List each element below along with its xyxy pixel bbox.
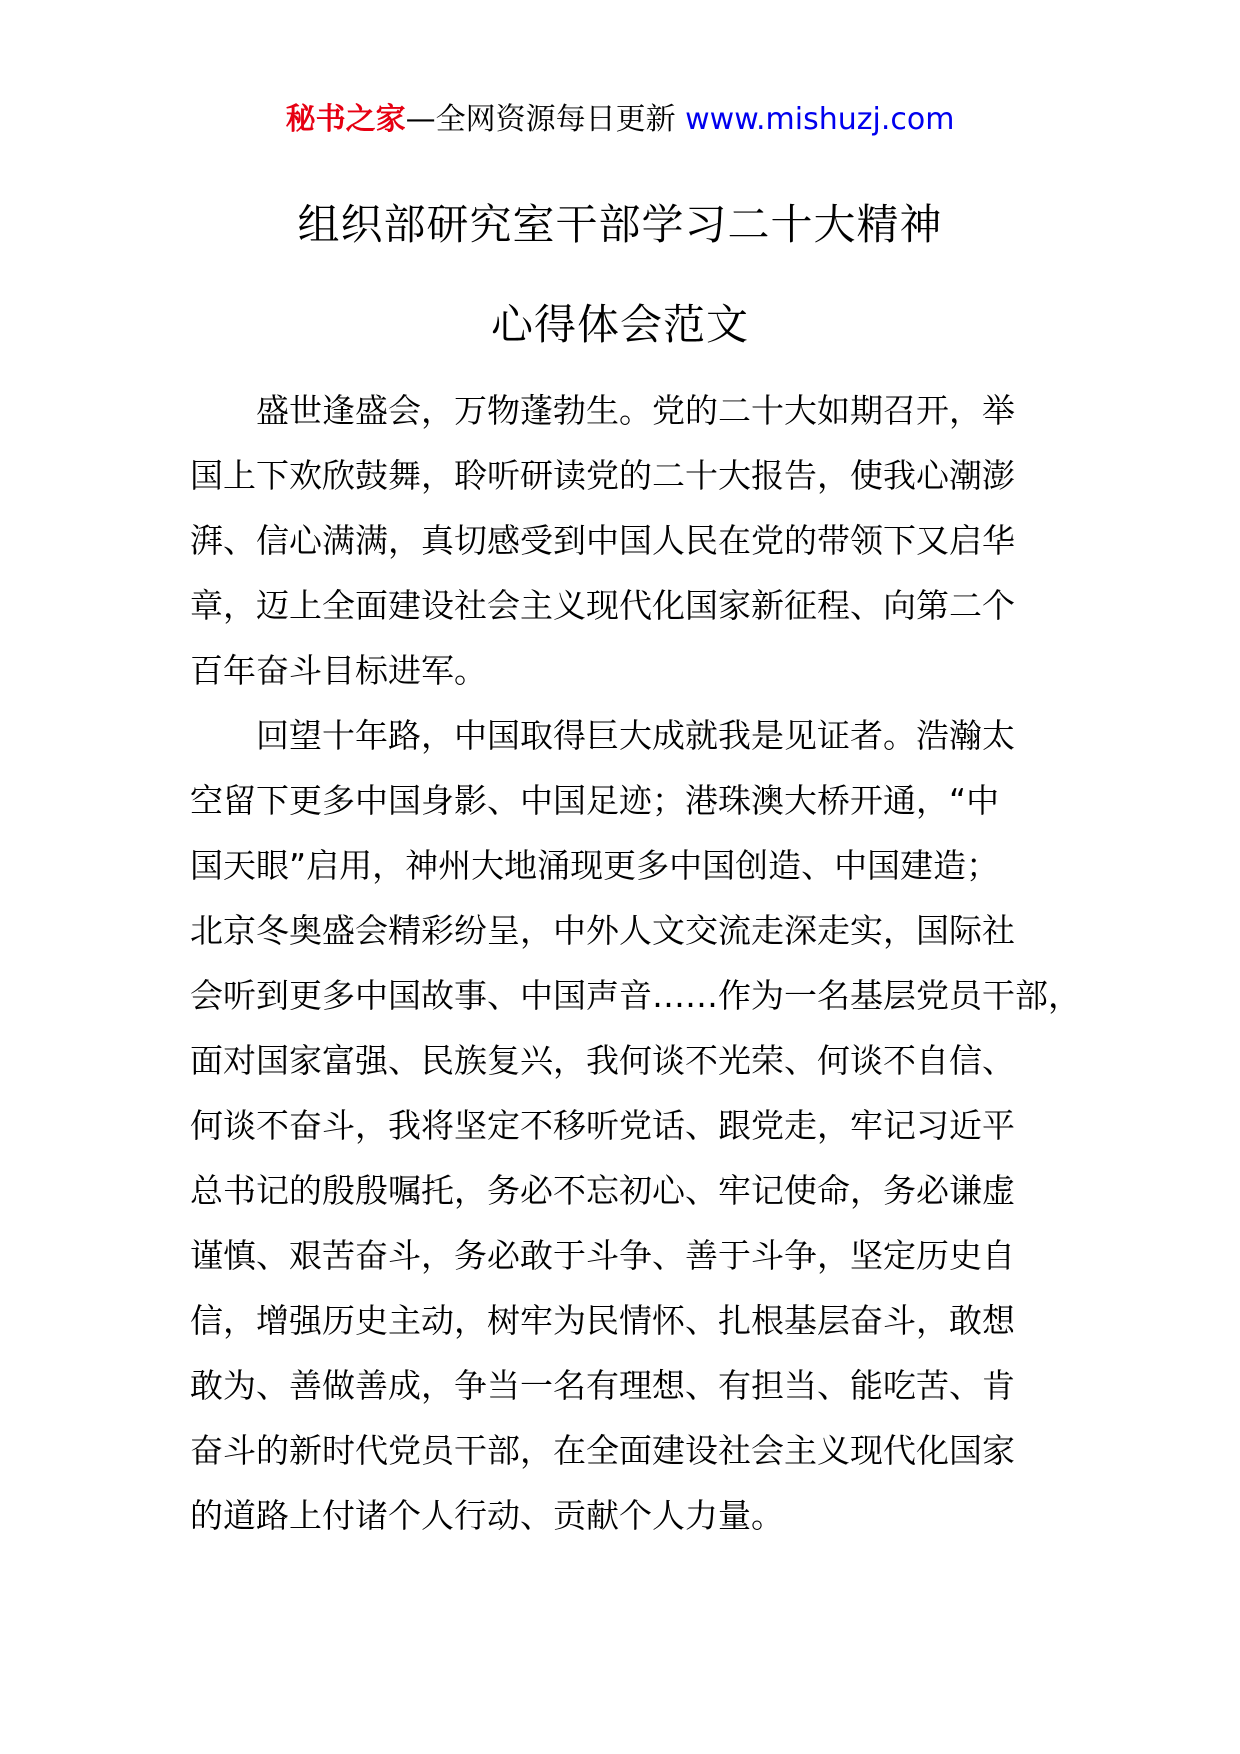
document-title-line-2: 心得体会范文	[490, 300, 749, 349]
text-line: 章，迈上全面建设社会主义现代化国家新征程、向第二个	[190, 586, 1015, 625]
text-line: 国上下欢欣鼓舞，聆听研读党的二十大报告，使我心潮澎	[190, 456, 1015, 495]
text-line: 信，增强历史主动，树牢为民情怀、扎根基层奋斗，敢想	[190, 1301, 1015, 1340]
document-body	[190, 378, 1081, 1548]
paragraph-2	[190, 703, 1081, 1548]
text-line: 空留下更多中国身影、中国足迹；港珠澳大桥开通，“中	[190, 781, 1000, 820]
site-url-link[interactable]: www.mishuzj.com	[685, 102, 955, 137]
site-header	[0, 100, 1240, 140]
brand-name: 秘书之家	[285, 102, 406, 137]
text-line: 何谈不奋斗，我将坚定不移听党话、跟党走，牢记习近平	[190, 1106, 1015, 1145]
text-line: 总书记的殷殷嘱托，务必不忘初心、牢记使命，务必谦虚	[190, 1171, 1015, 1210]
document-title-line-1: 组织部研究室干部学习二十大精神	[297, 200, 943, 249]
text-line: 敢为、善做善成，争当一名有理想、有担当、能吃苦、肯	[190, 1366, 1015, 1405]
text-line: 奋斗的新时代党员干部，在全面建设社会主义现代化国家	[190, 1431, 1015, 1470]
text-line: 的道路上付诸个人行动、贡献个人力量。	[190, 1496, 784, 1535]
text-line: 百年奋斗目标进军。	[190, 651, 487, 690]
paragraph-1	[190, 378, 1030, 703]
text-line: 回望十年路，中国取得巨大成就我是见证者。浩瀚太	[256, 716, 1015, 755]
text-line: 北京冬奥盛会精彩纷呈，中外人文交流走深走实，国际社	[190, 911, 1015, 950]
text-line: 谨慎、艰苦奋斗，务必敢于斗争、善于斗争，坚定历史自	[190, 1236, 1015, 1275]
text-line: 湃、信心满满，真切感受到中国人民在党的带领下又启华	[190, 521, 1015, 560]
text-line: 会听到更多中国故事、中国声音……作为一名基层党员干部，	[190, 976, 1081, 1015]
header-tagline: —全网资源每日更新	[405, 102, 686, 137]
text-line: 国天眼”启用，神州大地涌现更多中国创造、中国建造；	[190, 846, 1000, 885]
text-line: 盛世逢盛会，万物蓬勃生。党的二十大如期召开，举	[256, 391, 1015, 430]
text-line: 面对国家富强、民族复兴，我何谈不光荣、何谈不自信、	[190, 1041, 1015, 1080]
